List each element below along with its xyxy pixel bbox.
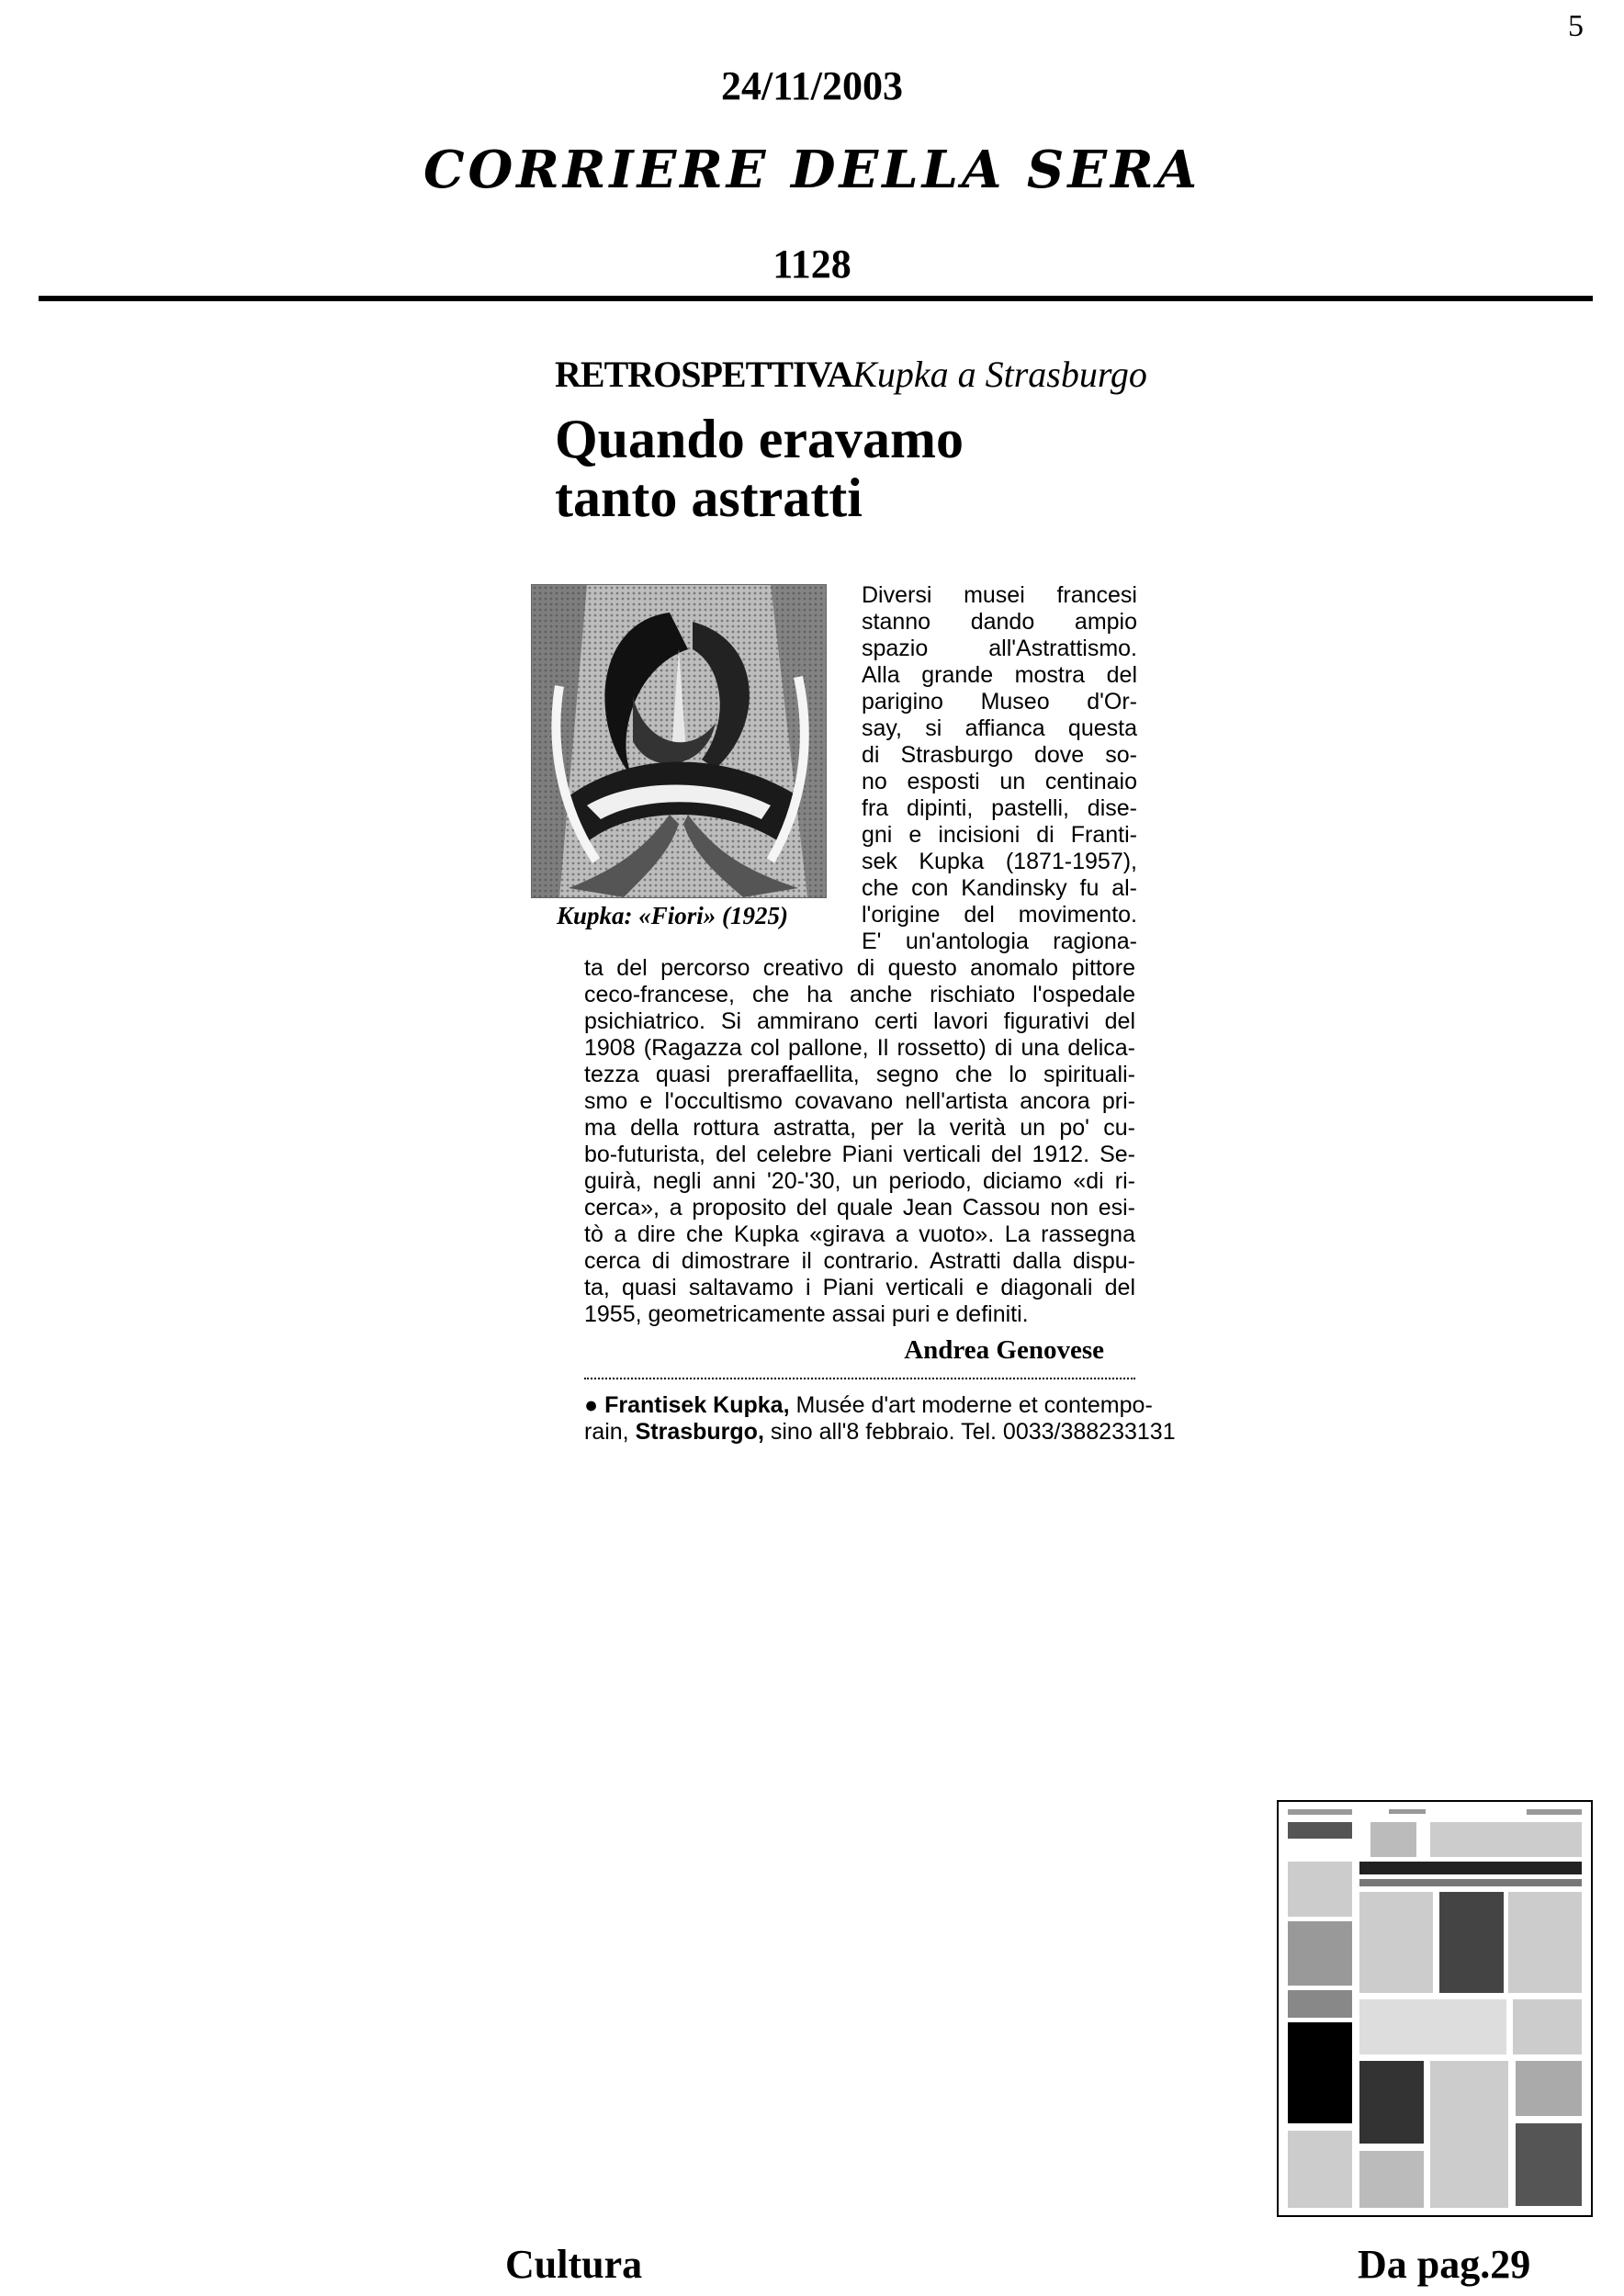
text-line: gni e incisioni di Franti- bbox=[862, 822, 1137, 848]
text-line: say, si affianca questa bbox=[862, 715, 1137, 741]
info-venue: Musée d'art moderne et contempo- bbox=[789, 1392, 1153, 1418]
text-line: bo-futurista, del celebre Piani verticali del 1912. Se- bbox=[584, 1142, 1135, 1167]
text-line: l'origine del movimento. bbox=[862, 902, 1137, 928]
text-line: spazio all'Astrattismo. bbox=[862, 636, 1137, 661]
text-line: guirà, negli anni '20-'30, un periodo, diciamo «di ri- bbox=[584, 1168, 1135, 1194]
text-line: tò a dire che Kupka «girava a vuoto». La rassegna bbox=[584, 1221, 1135, 1247]
kupka-fiori-painting bbox=[532, 585, 826, 897]
text-line: fra dipinti, pastelli, dise- bbox=[862, 795, 1137, 821]
page-thumbnail bbox=[1277, 1800, 1593, 2217]
text-line: sek Kupka (1871-1957), bbox=[862, 849, 1137, 874]
text-line: 1955, geometricamente assai puri e definiti. bbox=[584, 1301, 1029, 1327]
text-line: cerca», a proposito del quale Jean Cassou non esi- bbox=[584, 1195, 1135, 1221]
text-line: cerca di dimostrare il contrario. Astratti dalla dispu- bbox=[584, 1248, 1135, 1274]
text-line: Alla grande mostra del bbox=[862, 662, 1137, 688]
text-line: parigino Museo d'Or- bbox=[862, 689, 1137, 715]
article-byline: Andrea Genovese bbox=[904, 1335, 1104, 1365]
article-headline bbox=[555, 410, 964, 527]
headline-line: Quando eravamo bbox=[555, 409, 964, 469]
text-line: ma della rottura astratta, per la verità un po' cu- bbox=[584, 1115, 1135, 1141]
text-line: stanno dando ampio bbox=[862, 609, 1137, 635]
text-line: ta, quasi saltavamo i Piani verticali e diagonali del bbox=[584, 1275, 1135, 1300]
headline-line: tanto astratti bbox=[555, 467, 863, 528]
kicker-label: RETROSPETTIVA bbox=[555, 354, 853, 395]
info-dates-phone: sino all'8 febbraio. Tel. 0033/388233131 bbox=[763, 1419, 1176, 1445]
newspaper-page-thumbnail-image bbox=[1279, 1802, 1591, 2215]
info-artist-name: Frantisek Kupka, bbox=[604, 1392, 790, 1418]
issue-number: 1128 bbox=[773, 242, 851, 287]
text-line: ta del percorso creativo di questo anomalo pittore bbox=[584, 955, 1135, 981]
article-column-narrow bbox=[862, 582, 1137, 955]
text-line: no esposti un centinaio bbox=[862, 769, 1137, 794]
text-line: di Strasburgo dove so- bbox=[862, 742, 1137, 768]
article-kicker bbox=[555, 353, 1147, 396]
page-number: 5 bbox=[1568, 9, 1584, 43]
bullet-icon: ● bbox=[584, 1392, 599, 1418]
info-line bbox=[584, 1392, 1153, 1419]
kicker-topic: Kupka a Strasburgo bbox=[852, 354, 1147, 395]
text-line: psichiatrico. Si ammirano certi lavori figurativi del bbox=[584, 1008, 1135, 1034]
text-line: smo e l'occultismo covavano nell'artista ancora pri- bbox=[584, 1088, 1135, 1114]
publication-date: 24/11/2003 bbox=[720, 63, 904, 108]
info-line bbox=[584, 1419, 1176, 1446]
text-line: che con Kandinsky fu al- bbox=[862, 875, 1137, 901]
exhibition-info bbox=[584, 1392, 1176, 1446]
text-line: ceco-francese, che ha anche rischiato l'ospedale bbox=[584, 982, 1135, 1007]
artwork-image bbox=[531, 584, 827, 898]
text-line: E' un'antologia ragiona- bbox=[862, 929, 1137, 954]
header-divider bbox=[39, 296, 1593, 301]
info-city: Strasburgo, bbox=[635, 1419, 764, 1445]
dotted-divider bbox=[584, 1378, 1135, 1379]
source-page-label: Da pag.29 bbox=[1358, 2242, 1531, 2287]
image-caption: Kupka: «Fiori» (1925) bbox=[557, 902, 789, 929]
newspaper-masthead: CORRIERE DELLA SERA bbox=[423, 140, 1201, 200]
text-line: Diversi musei francesi bbox=[862, 582, 1137, 608]
info-venue-cont: rain, bbox=[584, 1419, 636, 1445]
text-line: tezza quasi preraffaellita, segno che lo spirituali- bbox=[584, 1062, 1135, 1087]
section-label: Cultura bbox=[505, 2242, 643, 2287]
article-column-wide bbox=[584, 955, 1135, 1328]
text-line: 1908 (Ragazza col pallone, Il rossetto) di una delica- bbox=[584, 1035, 1135, 1061]
